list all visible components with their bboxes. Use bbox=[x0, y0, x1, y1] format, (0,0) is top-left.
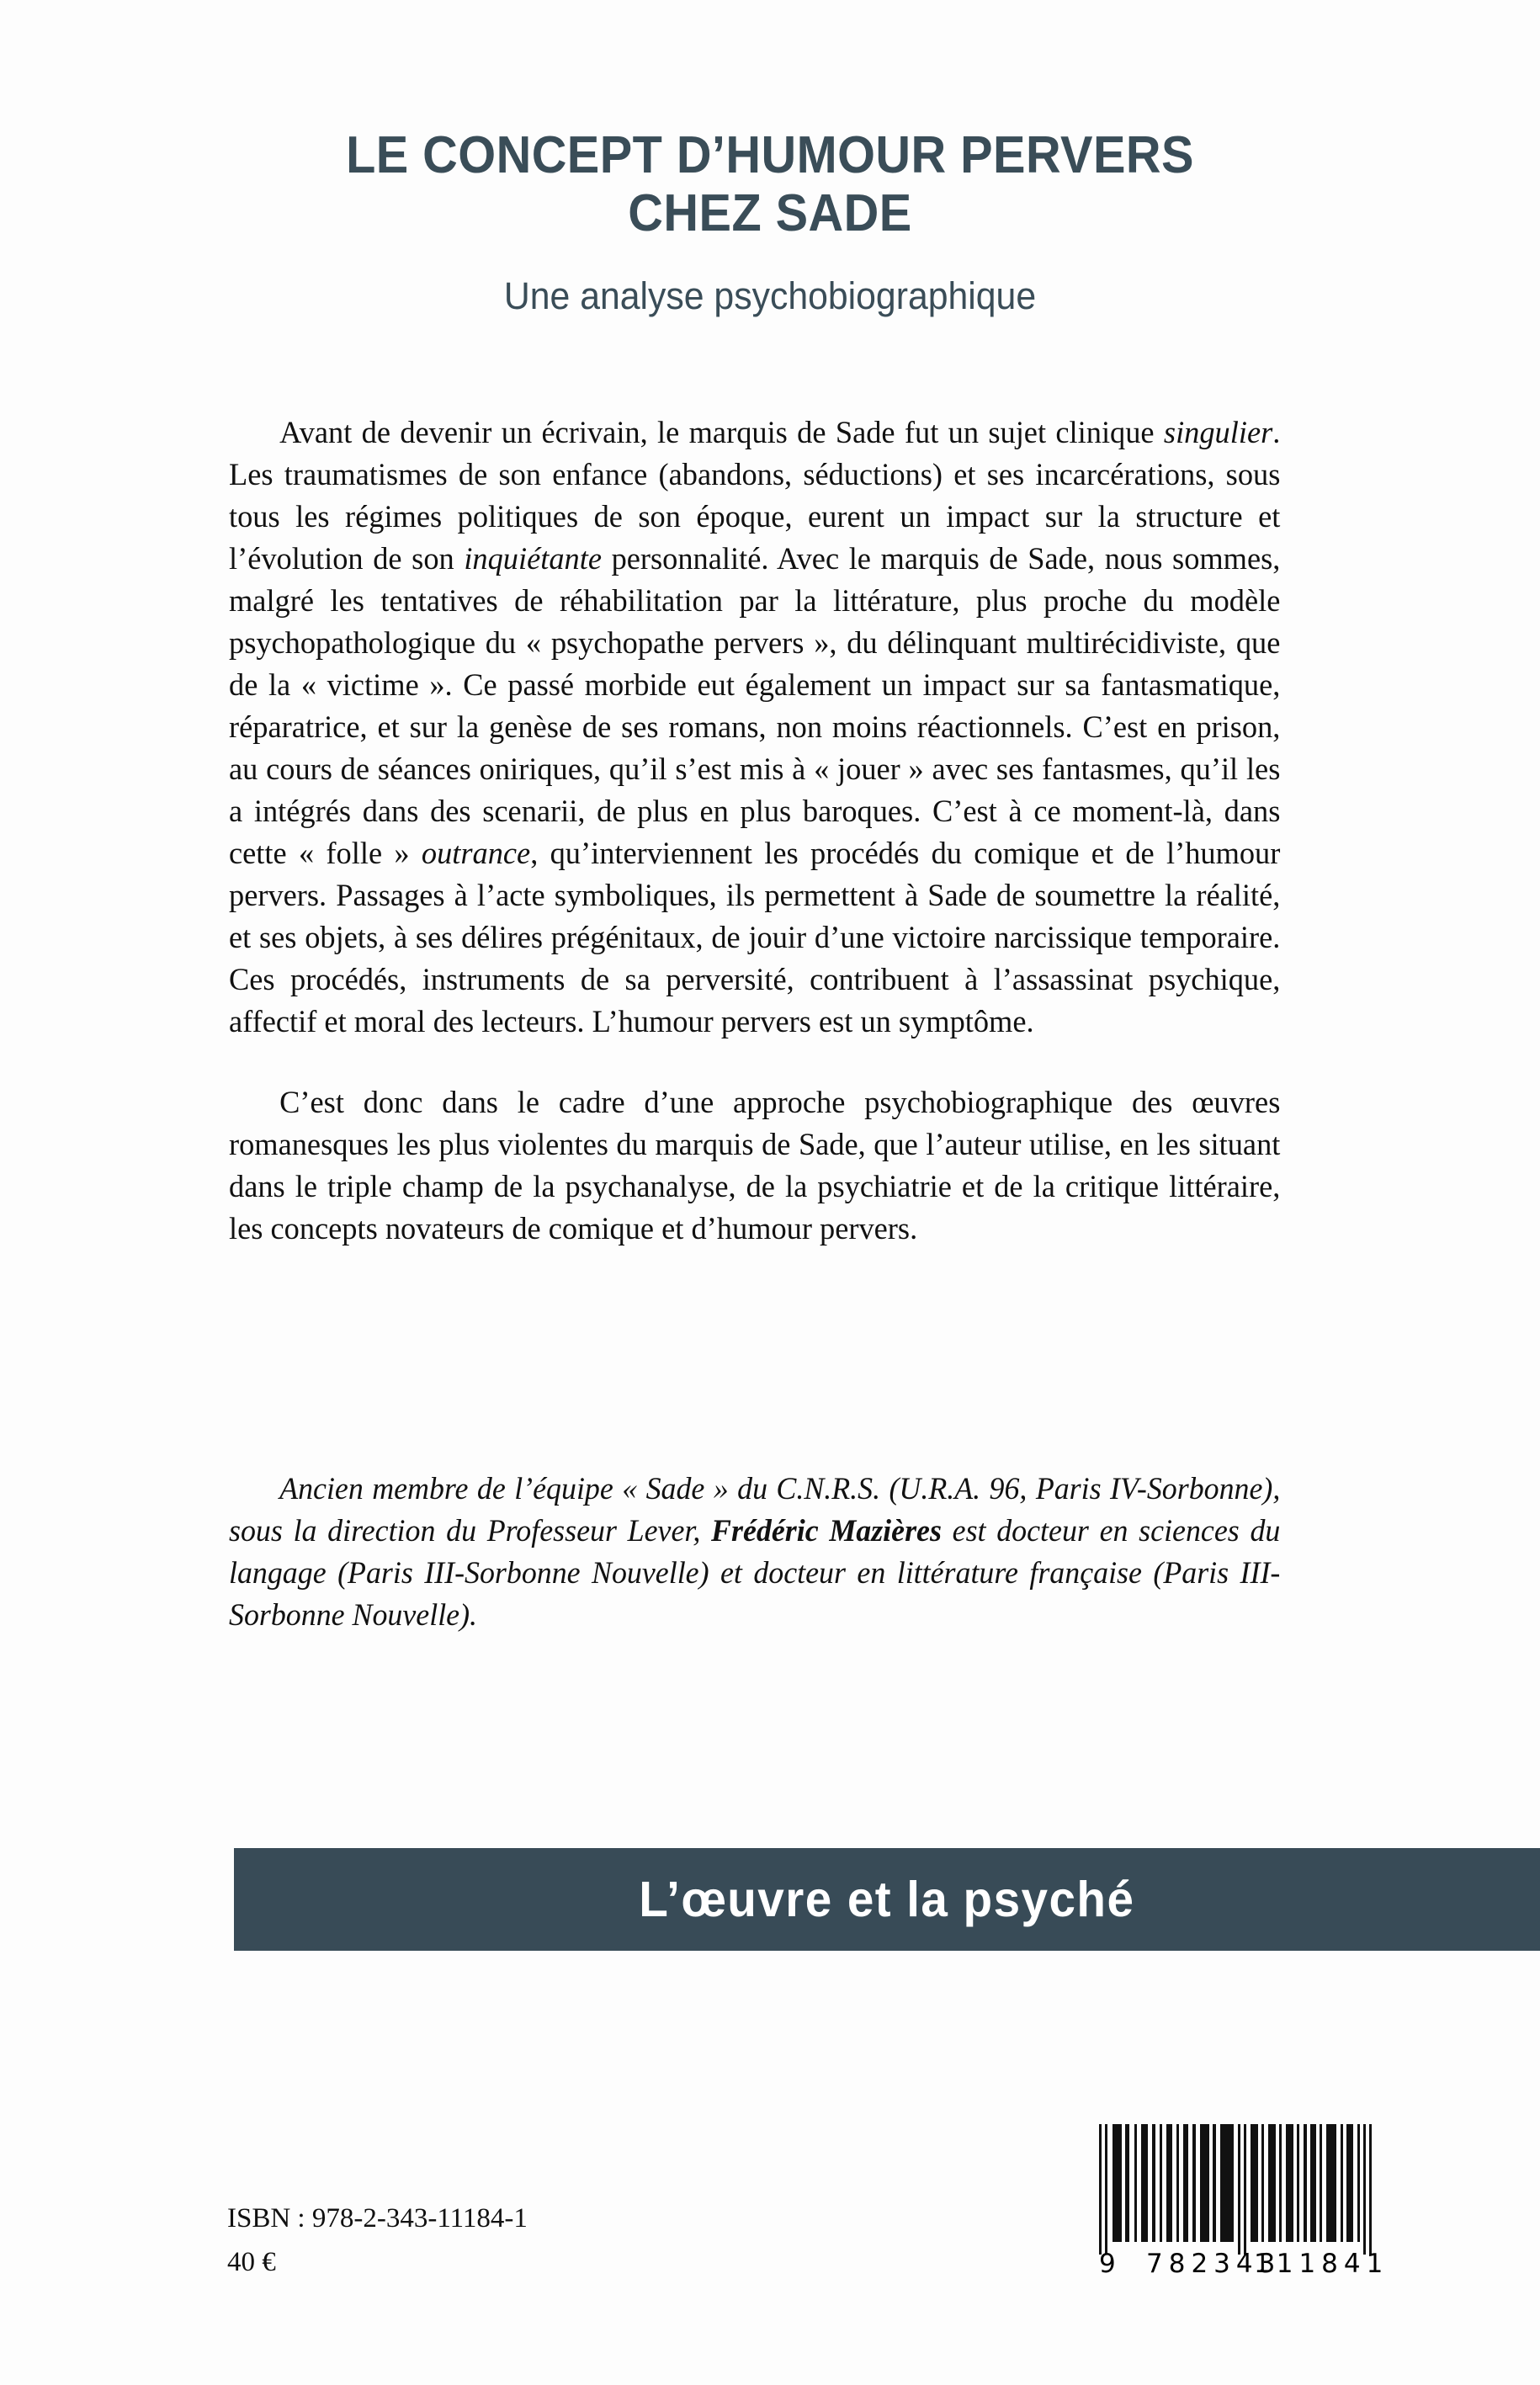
blurb-p1-seg4: , qu’interviennent les procédés du comique et de l’humour pervers. Passages à l’acte symboliques, ils permettent à Sade de soumettre la réalité, et ses objets, à ses délires prégénitaux, de jouir d’une victoire narcissique temporaire. Ces procédés, instruments de sa perversité, contribuent à l’assassinat psychique, affectif et moral des lecteurs. L’humour pervers est un symptôme. bbox=[229, 837, 1281, 1039]
blurb-p1-emphasis-3: outrance bbox=[421, 837, 531, 871]
barcode bbox=[1097, 2124, 1375, 2255]
page-title bbox=[187, 126, 1353, 243]
title-block bbox=[143, 126, 1397, 319]
author-note bbox=[229, 1469, 1280, 1637]
collection-name: L’œuvre et la psyché bbox=[639, 1872, 1135, 1927]
blurb-p1-seg1: Avant de devenir un écrivain, le marquis de Sade fut un sujet clinique bbox=[279, 416, 1164, 450]
title-line-1: LE CONCEPT D’HUMOUR PERVERS bbox=[346, 126, 1194, 184]
blurb-p1-emphasis-2: inquiétante bbox=[464, 542, 602, 576]
blurb-p1-seg3: personnalité. Avec le marquis de Sade, nous sommes, malgré les tentatives de réhabilitation par la littérature, plus proche du modèle psychopathologique du « psychopathe pervers », du délinquant multirécidiviste, que de la « victime ». Ce passé morbide eut également un impact sur sa fantasmatique, réparatrice, et sur la genèse de ses romans, non moins réactionnels. C’est en prison, au cours de séances oniriques, qu’il s’est mis à « jouer » avec ses fantasmes, qu’il les a intégrés dans des scenarii, de plus en plus baroques. C’est à ce moment-là, dans cette « folle » bbox=[229, 542, 1281, 871]
blurb-text bbox=[229, 412, 1313, 1251]
barcode-right-group: 111841 bbox=[1254, 2249, 1389, 2279]
barcode-digits bbox=[1097, 2249, 1389, 2279]
blurb-paragraph-2: C’est donc dans le cadre d’une approche psychobiographique des œuvres romanesques les plus violentes du marquis de Sade, que l’auteur utilise, en les situant dans le triple champ de la psychanalyse, de la psychiatrie et de la critique littéraire, les concepts novateurs de comique et d’humour pervers. bbox=[229, 1086, 1281, 1246]
blurb-paragraph-1 bbox=[229, 412, 1280, 1044]
blurb-p1-emphasis-1: singulier bbox=[1163, 416, 1273, 450]
title-line-2: CHEZ SADE bbox=[628, 184, 912, 243]
author-note-seg1: Ancien membre de l’équipe « Sade » du C.N.R.S. (U.R.A. 96, Paris IV-Sorbonne), sous la direction du Professeur Lever, bbox=[229, 1472, 1281, 1548]
blurb-p1-seg2: . Les traumatismes de son enfance (abandons, séductions) et ses incarcérations, sous tous les régimes politiques de son époque, eurent un impact sur la structure et l’évolution de son bbox=[229, 416, 1281, 576]
subtitle: Une analyse psychobiographique bbox=[503, 274, 1037, 317]
author-note-seg2: est docteur en sciences du langage (Paris III-Sorbonne Nouvelle) et docteur en littérature française (Paris III-Sorbonne Nouvelle). bbox=[229, 1514, 1281, 1633]
isbn-text: ISBN : 978-2-343-11184-1 bbox=[227, 2203, 528, 2234]
barcode-left-group: 782343 bbox=[1146, 2249, 1282, 2279]
author-name: Frédéric Mazières bbox=[711, 1514, 942, 1548]
collection-banner bbox=[234, 1848, 1540, 1951]
barcode-lead-digit: 9 bbox=[1099, 2249, 1116, 2279]
barcode-bars-icon bbox=[1097, 2124, 1375, 2255]
price-text: 40 € bbox=[227, 2247, 276, 2277]
footer-info bbox=[227, 2196, 528, 2284]
